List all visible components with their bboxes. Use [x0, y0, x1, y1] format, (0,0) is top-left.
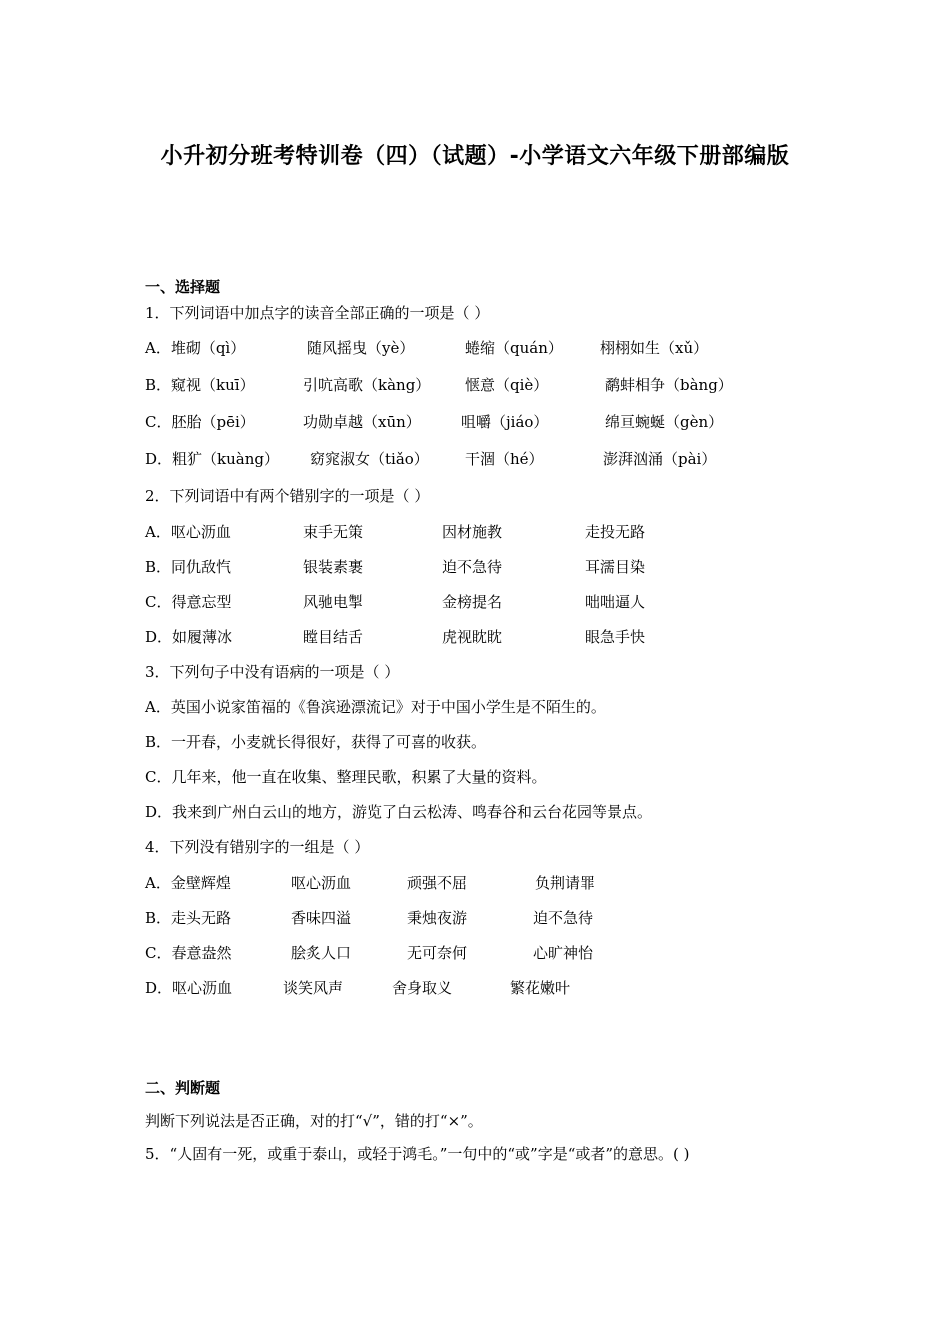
option-cell: A．呕心沥血 — [145, 523, 231, 541]
option-cell: 谈笑风声 — [283, 979, 344, 997]
option-cell: 负荆请罪 — [535, 874, 596, 892]
option-cell: B．窥视（kuī） — [145, 376, 255, 394]
option-cell: 惬意（qiè） — [465, 376, 549, 394]
question-1-stem: 1．下列词语中加点字的读音全部正确的一项是（ ） — [145, 304, 490, 322]
question-1-option-a — [145, 337, 825, 359]
question-2-stem: 2．下列词语中有两个错别字的一项是（ ） — [145, 487, 430, 505]
option-cell: 繁花嫩叶 — [510, 979, 571, 997]
judgement-instruction: 判断下列说法是否正确，对的打“√”，错的打“×”。 — [145, 1112, 483, 1130]
question-1-option-d — [145, 448, 825, 470]
option-cell: 耳濡目染 — [585, 558, 646, 576]
question-1-option-b — [145, 374, 825, 396]
option-cell: 随风摇曳（yè） — [307, 339, 415, 357]
option-cell: C．得意忘型 — [145, 593, 232, 611]
option-cell: A．堆砌（qì） — [145, 339, 246, 357]
option-cell: 虎视眈眈 — [442, 628, 503, 646]
option-cell: 功勋卓越（xūn） — [303, 413, 421, 431]
option-cell: 咀嚼（jiáo） — [461, 413, 549, 431]
option-cell: 栩栩如生（xǔ） — [600, 339, 709, 357]
option-cell: 呕心沥血 — [291, 874, 352, 892]
question-2-option-c — [145, 591, 825, 613]
question-3-option-b: B．一开春，小麦就长得很好，获得了可喜的收获。 — [145, 733, 487, 751]
option-cell: D．呕心沥血 — [145, 979, 233, 997]
option-cell: A．金壁辉煌 — [145, 874, 231, 892]
option-cell: 迫不急待 — [442, 558, 503, 576]
option-cell: 秉烛夜游 — [407, 909, 468, 927]
option-cell: 束手无策 — [303, 523, 364, 541]
option-cell: C．胚胎（pēi） — [145, 413, 255, 431]
question-2-option-b — [145, 556, 825, 578]
section-heading-choice: 一、选择题 — [145, 278, 221, 296]
option-cell: 澎湃汹涌（pài） — [603, 450, 717, 468]
option-cell: 走投无路 — [585, 523, 646, 541]
question-4-option-a — [145, 872, 825, 894]
option-cell: 风驰电掣 — [303, 593, 364, 611]
question-4-option-b — [145, 907, 825, 929]
option-cell: 心旷神怡 — [533, 944, 594, 962]
option-cell: 蜷缩（quán） — [465, 339, 563, 357]
option-cell: 引吭高歌（kàng） — [303, 376, 431, 394]
option-cell: 迫不急待 — [533, 909, 594, 927]
option-cell: 香味四溢 — [291, 909, 352, 927]
question-3-option-d: D．我来到广州白云山的地方，游览了白云松涛、鸣春谷和云台花园等景点。 — [145, 803, 653, 821]
option-cell: 顽强不屈 — [407, 874, 468, 892]
section-heading-judgement: 二、判断题 — [145, 1079, 221, 1097]
option-cell: D．粗犷（kuàng） — [145, 450, 279, 468]
option-cell: C．春意盎然 — [145, 944, 232, 962]
option-cell: 绵亘蜿蜒（gèn） — [605, 413, 724, 431]
option-cell: 眼急手快 — [585, 628, 646, 646]
question-4-stem: 4．下列没有错别字的一组是（ ） — [145, 838, 370, 856]
option-cell: 银装素裹 — [303, 558, 364, 576]
option-cell: B．同仇敌忾 — [145, 558, 232, 576]
option-cell: 舍身取义 — [392, 979, 453, 997]
option-cell: 因材施教 — [442, 523, 503, 541]
question-2-option-d — [145, 626, 825, 648]
option-cell: 咄咄逼人 — [585, 593, 646, 611]
option-cell: B．走头无路 — [145, 909, 232, 927]
question-4-option-c — [145, 942, 825, 964]
question-1-option-c — [145, 411, 825, 433]
option-cell: 干涸（hé） — [465, 450, 544, 468]
option-cell: 金榜提名 — [442, 593, 503, 611]
question-3-stem: 3．下列句子中没有语病的一项是（ ） — [145, 663, 400, 681]
page-title: 小升初分班考特训卷（四）（试题）-小学语文六年级下册部编版 — [160, 144, 790, 169]
question-3-option-a: A．英国小说家笛福的《鲁滨逊漂流记》对于中国小学生是不陌生的。 — [145, 698, 606, 716]
option-cell: 脍炙人口 — [291, 944, 352, 962]
option-cell: 鹬蚌相争（bàng） — [605, 376, 733, 394]
question-5-text: 5．“人固有一死，或重于泰山，或轻于鸿毛。”一句中的“或”字是“或者”的意思。( ) — [145, 1145, 690, 1163]
option-cell: 无可奈何 — [407, 944, 468, 962]
option-cell: 瞠目结舌 — [303, 628, 364, 646]
option-cell: 窈窕淑女（tiǎo） — [310, 450, 429, 468]
question-2-option-a — [145, 521, 825, 543]
question-4-option-d — [145, 977, 825, 999]
question-3-option-c: C．几年来，他一直在收集、整理民歌，积累了大量的资料。 — [145, 768, 547, 786]
option-cell: D．如履薄冰 — [145, 628, 233, 646]
